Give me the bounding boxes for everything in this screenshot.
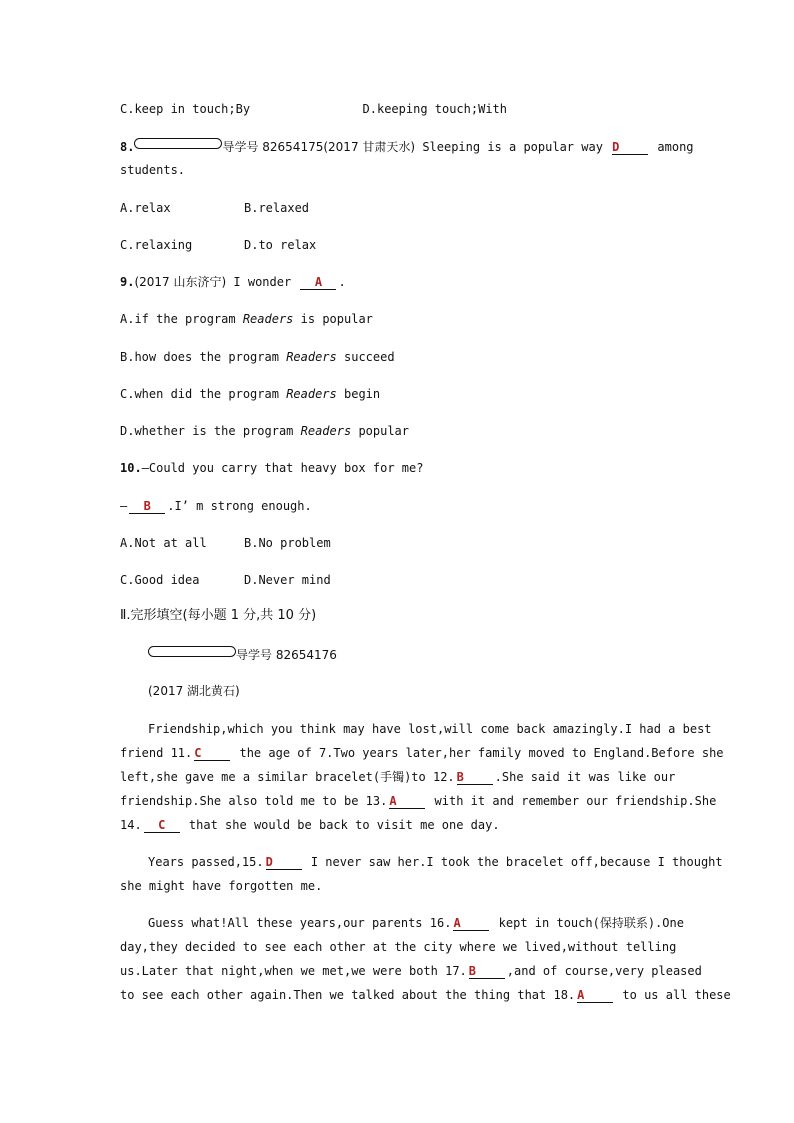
q8-options-row2: [120, 236, 316, 254]
guide-badge-icon: [148, 646, 236, 657]
q8-option-b: B.relaxed: [244, 201, 310, 215]
passage-p2-line2: she might have forgotten me.: [120, 879, 323, 893]
passage-p1-line5: [120, 816, 500, 834]
q9-stem-end: .: [338, 275, 346, 289]
q8-source: (2017 甘肃天水): [323, 140, 416, 154]
passage-text: to us all these: [622, 988, 731, 1002]
passage-text: the age of 7.Two years later,her family moved to England.Before she: [239, 746, 724, 760]
q10-option-b: B.No problem: [244, 536, 331, 550]
passage-text: 14.: [120, 818, 142, 832]
q10-options-row2: [120, 571, 331, 589]
q10-line1: —Could you carry that heavy box for me?: [141, 461, 424, 475]
section2-guide-number: 导学号 82654176: [236, 648, 337, 662]
passage-p1-line3: [120, 768, 674, 786]
passage-p1-line1: Friendship,which you think may have lost,will come back amazingly.I had a best: [148, 722, 712, 736]
blank-15-answer: D: [266, 856, 302, 870]
q8-option-d: D.to relax: [244, 238, 317, 252]
q8-stem-text-end: among: [657, 140, 694, 154]
q8-options-row1: [120, 199, 309, 217]
q9-source: (2017 山东济宁): [134, 275, 227, 289]
passage-text: left,she gave me a similar bracelet(手镯)to 12.: [120, 770, 455, 784]
q9-option-d-end: popular: [358, 424, 410, 438]
q9-option-a-end: is popular: [300, 312, 373, 326]
section2-source: (2017 湖北黄石): [148, 684, 240, 698]
passage-text: I never saw her.I took the bracelet off,because I thought: [310, 855, 723, 869]
passage-text: to see each other again.Then we talked about the thing that 18.: [120, 988, 576, 1002]
passage-text: us.Later that night,when we met,we were both 17.: [120, 964, 467, 978]
q9-option-b: [120, 348, 395, 366]
q9-option-a-text: A.if the program: [120, 312, 236, 326]
passage-text: Guess what!All these years,our parents 16.: [148, 916, 452, 930]
q9-option-a: [120, 310, 373, 328]
passage-p1-line2: [120, 744, 724, 762]
q9-number: 9.: [120, 275, 135, 289]
q10-dash: —: [120, 499, 128, 513]
q9-option-b-text: B.how does the program: [120, 350, 279, 364]
q7-option-c: C.keep in touch;By: [120, 102, 251, 116]
passage-text: that she would be back to visit me one day.: [188, 818, 500, 832]
q7-option-d: D.keeping touch;With: [362, 102, 508, 116]
passage-text: Years passed,15.: [148, 855, 264, 869]
q8-answer: D: [612, 141, 648, 155]
blank-18-answer: A: [577, 989, 613, 1003]
q10-line2: .I’ m strong enough.: [167, 499, 312, 513]
blank-14-answer: C: [144, 819, 180, 833]
blank-17-answer: B: [469, 965, 505, 979]
q9-answer: A: [300, 276, 336, 290]
passage-p1-line4: [120, 792, 717, 810]
q10-option-d: D.Never mind: [244, 573, 331, 587]
passage-p3-line2: day,they decided to see each other at the city where we lived,without telling: [120, 940, 677, 954]
q9-stem: [120, 273, 346, 291]
q7-options: [120, 100, 507, 118]
q9-option-c-title: Readers: [286, 387, 337, 401]
q9-option-c-text: C.when did the program: [120, 387, 279, 401]
blank-12-answer: B: [457, 771, 493, 785]
q9-option-b-title: Readers: [286, 350, 337, 364]
passage-text: kept in touch(保持联系).One: [498, 916, 684, 930]
passage-text: ,and of course,very pleased: [506, 964, 702, 978]
section2-guide: [148, 646, 337, 664]
q10-response: [120, 497, 312, 515]
q9-stem-text: I wonder: [233, 275, 292, 289]
passage-p3-line3: [120, 962, 702, 980]
q9-option-c-end: begin: [344, 387, 381, 401]
q10-option-a: A.Not at all: [120, 536, 207, 550]
q9-option-c: [120, 385, 380, 403]
q10-number: 10.: [120, 461, 142, 475]
q10-answer: B: [129, 500, 165, 514]
blank-16-answer: A: [453, 917, 489, 931]
blank-11-answer: C: [194, 747, 230, 761]
q8-option-a: A.relax: [120, 201, 171, 215]
q9-option-d: [120, 422, 409, 440]
q8-stem: [120, 138, 694, 156]
q10-options-row1: [120, 534, 331, 552]
q9-option-a-title: Readers: [242, 312, 294, 326]
q8-guide-number: 导学号 82654175: [222, 140, 324, 154]
passage-p3-line1: [148, 914, 684, 932]
q8-stem-text: Sleeping is a popular way: [422, 140, 603, 154]
q9-option-d-title: Readers: [300, 424, 352, 438]
section2-heading: Ⅱ.完形填空(每小题 1 分,共 10 分): [120, 608, 317, 623]
passage-text: .She said it was like our: [494, 770, 676, 784]
passage-text: friend 11.: [120, 746, 193, 760]
guide-badge-icon: [134, 138, 222, 149]
q10-stem: [120, 459, 423, 477]
q8-stem-cont: students.: [120, 163, 186, 177]
blank-13-answer: A: [389, 795, 425, 809]
q9-option-b-end: succeed: [344, 350, 395, 364]
passage-text: friendship.She also told me to be 13.: [120, 794, 388, 808]
passage-text: with it and remember our friendship.She: [434, 794, 717, 808]
passage-p2-line1: [148, 853, 723, 871]
q8-number: 8.: [120, 140, 135, 154]
q8-option-c: C.relaxing: [120, 238, 193, 252]
passage-p3-line4: [120, 986, 731, 1004]
q10-option-c: C.Good idea: [120, 573, 200, 587]
q9-option-d-text: D.whether is the program: [120, 424, 294, 438]
